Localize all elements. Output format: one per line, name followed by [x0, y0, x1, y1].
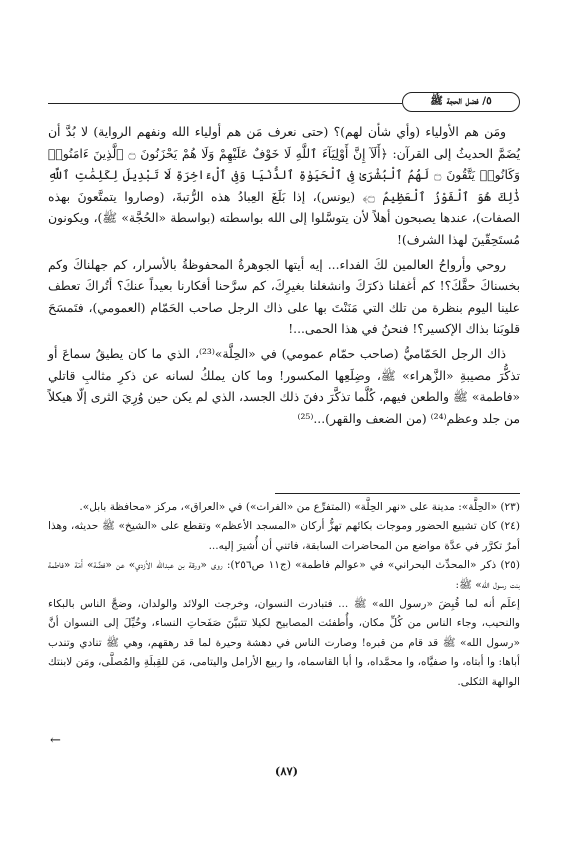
- header-rule: [48, 103, 402, 104]
- page-number: (٨٧): [274, 764, 299, 778]
- paragraph-supplication: روحي وأرواحُ العالمين لكَ الفداء... إيه أيتها الجوهرةُ المحفوظةُ بالأسرار، كم جهلناكَ وكم بخسناكَ حقَّكَ؟! كم أغفلنا ذكرَكَ وانشغلنا بغيرِكَ، كم سرَّحنا أفكارنا بعيداً عنكَ؟ أتُراكَ تعطف علينا اليوم بنظرة من تلك التي مَنَنْتَ بها على ذاك الرجل صاحب الحَمّام (العمومي)، فتَمسَحَ قلوبَنا بذاك الإكسير؟! فنحنُ في هذا الحمى...!: [48, 257, 520, 337]
- chapter-title: ٥/ فضل الحجة ﷺ: [430, 94, 492, 107]
- main-text: [48, 122, 520, 433]
- footnote-separator: [275, 493, 520, 494]
- running-header: [48, 92, 520, 114]
- continue-arrow-icon: ←: [50, 733, 61, 748]
- footnote-25: (٢٥) ذكر «المحدِّث البحراني» في «عوالم فاطمة» (ج١١ ص٢٥٦): روى «ورقة بن عبدالله الأزدي» عن «فضَّة» أَمَة «فاطمة بنت رسول الله» ﷺ:: [48, 559, 520, 591]
- paragraph-hammami: ذاك الرجل الحَمّاميُّ (صاحب حمّام عمومي) في «الحِلَّة»⁽²³⁾، الذي ما كان يطيقُ سماعَ أو تذكُّرَ مصيبةِ «الزَّهراء» ﷺ، وضِلَعِها المكسور! وما كان يملكُ لسانه عن ذكرِ مثالبِ قاتلي «فاطمة» ﷺ والطعن فيهم، كُلَّما تذكَّرَ دفنَ ذلك الجسد، الذي لم يكن حين وُرِيَ الثرى إلّا هيكلاً من جلد وعظم⁽²⁴⁾ (من الضعف والقهر)...⁽²⁵⁾: [48, 346, 520, 426]
- footnotes: [48, 498, 520, 692]
- chapter-title-box: [402, 92, 520, 112]
- footnote-25-quote: إعلَم أنه لما قُبِضَ «رسول الله» ﷺ ... فتبادرت النسوان، وخرجت الولائد والولدان، وضجَّ الناس بالبكاء والنحيب، وجاء الناس من كُلِّ مكان، وأُطفئت المصابيح لكيلا تتبيَّنَ صَفَحاتِ النساء، وخُيِّلَ إلى النسوان أنَّ «رسول الله» ﷺ قد قام من قبره! وصارت الناس في دهشة وحيرة لما قد رهقهم، وهي ﷺ تنادي وتندب أباها: وا أبتاه، وا صفيَّاه، وا محمَّداه، وا أبا القاسماه، وا ربيع الأرامل واليتامى، مَن للقِبلَةِ والمُصلَّى، ومَن لابنتك الوالهة الثكلى.: [48, 598, 520, 688]
- paragraph-awliya: ومَن هم الأولياء (وأي شأن لهم)؟ (حتى نعرف مَن هم أولياء الله ونفهم الرواية) لا بُدَّ أن يُضَمَّ الحديثُ إلى القرآن: ﴿أَلَآ إِنَّ أَوْلِيَآءَ ٱللَّهِ لَا خَوْفٌ عَلَيْهِمْ وَلَا هُمْ يَحْزَنُونَ ۝ ٱلَّذِينَ ءَامَنُوا۟ وَكَانُوا۟ يَتَّقُونَ ۝ لَهُمُ ٱلْبُشْرَىٰ فِى ٱلْحَيَوٰةِ ٱلدُّنْيَا وَفِى ٱلْءَاخِرَةِ لَا تَبْدِيلَ لِكَلِمَٰتِ ٱللَّهِ ذَٰلِكَ هُوَ ٱلْفَوْزُ ٱلْعَظِيمُ ۝﴾ (يونس)، إذا بَلَغَ العِبادُ هذه الرُّتبةَ، (وصاروا يتمتَّعونَ بهذه الصفات)، عندها يصبحون أهلاً لأن يتوسَّلوا إلى الله بواسطته (بواسطة «الحُجَّة» ﷺ)، ويكونون مُستَحِقّينَ لهذا الشرف)!: [48, 125, 521, 247]
- footnote-23: (٢٣) «الحِلَّة»: مدينة على «نهر الحِلَّة» (المتفرِّع من «الفرات») في «العراق»، مركز «محافظة بابل».: [79, 501, 520, 513]
- footnote-24: (٢٤) كان تشييع الحضور وموجات بكائهم تهزُّ أركان «المسجد الأعظم» وتقطع على «الشيخ» ﷺ حديثه، وهذا أمرٌ تكرَّر في عدَّة مواضع من المحاضرات السابقة، فاتني أن أُشيرَ إليه...: [48, 520, 520, 552]
